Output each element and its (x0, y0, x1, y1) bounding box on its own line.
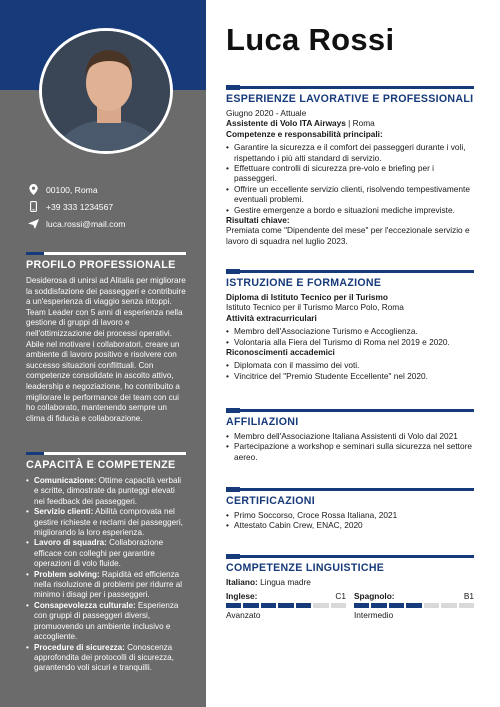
activities-list (226, 326, 474, 347)
summary-title: PROFILO PROFESSIONALE (26, 259, 176, 271)
contact-phone (26, 198, 125, 215)
list-item: • Partecipazione a workshop e seminari sulla sicurezza nel settore aereo. (226, 441, 474, 462)
duties-title: Competenze e responsabilità principali: (226, 128, 383, 139)
contact-email (26, 215, 125, 232)
contact-info (26, 181, 125, 232)
contact-phone-text: +39 333 1234567 (46, 201, 114, 212)
phone-icon (26, 201, 40, 212)
awards-list (226, 360, 474, 381)
list-item: • Membro dell'Associazione Italiana Assistenti di Volo dal 2021 (226, 431, 474, 441)
languages-title: COMPETENZE LINGUISTICHE (226, 562, 385, 574)
summary-text: Desiderosa di unirsi ad Alitalia per migliorare la soddisfazione dei passeggeri e contribuire a un'esperienza di viaggio senza intoppi. Team Leader con 5 anni di esperienza nella gestione di gruppi di lavoro e nell'ottimizzazione dei processi operativi. Abile nel motivare i collaboratori, creare un ambiente di lavoro positivo e risolvere con successo situazioni conflittuali. Con competenze consolidate in ascolto attivo, leadership e negoziazione, ho contribuito a migliorare le performance dei team con cui ho collaborato, mantenendo sempre un clima di fiducia e collaborazione. (26, 276, 186, 423)
profile-photo (39, 28, 173, 154)
list-item: • Problem solving: Rapidità ed efficienza nella risoluzione di problemi per ridurre al minimo i disagi per i passeggeri. (26, 570, 186, 601)
level-segment (371, 603, 386, 608)
list-item: • Primo Soccorso, Croce Rossa Italiana, 2021 (226, 510, 474, 520)
education-degree: Diploma di Istituto Tecnico per il Turismo (226, 292, 388, 302)
skills-title: CAPACITÀ E COMPETENZE (26, 459, 176, 471)
list-item: • Procedure di sicurezza: Conoscenza approfondita dei protocolli di sicurezza, garantendo voli sicuri e tranquilli. (26, 643, 186, 674)
section-divider (226, 86, 474, 89)
education-section (226, 270, 474, 381)
list-item: • Gestire emergenze a bordo e situazioni mediche impreviste. (226, 205, 474, 215)
section-divider (226, 270, 474, 273)
language-level-bar (226, 603, 346, 608)
affiliations-list (226, 431, 474, 462)
section-divider (26, 252, 186, 255)
level-segment (261, 603, 276, 608)
duties-list (226, 142, 474, 215)
language-name: Spagnolo: (354, 591, 395, 602)
level-segment (441, 603, 456, 608)
section-divider (26, 452, 186, 455)
language-spanish (354, 591, 474, 620)
results-text: Premiata come "Dipendente del mese" per l'eccezionale servizio e lavoro di squadra nel luglio 2023. (226, 225, 470, 246)
list-item: • Consapevolezza culturale: Esperienza con gruppi di passeggeri diversi, promuovendo un ambiente inclusivo e accogliente. (26, 601, 186, 643)
location-pin-icon (26, 184, 40, 195)
level-segment (313, 603, 328, 608)
affiliations-section (226, 409, 474, 462)
list-item: • Lavoro di squadra: Collaborazione efficace con colleghi per garantire operazioni di volo fluide. (26, 538, 186, 569)
section-divider (226, 409, 474, 412)
certifications-list (226, 510, 474, 531)
language-code: B1 (463, 591, 474, 602)
contact-email-text[interactable]: luca.rossi@mail.com (46, 218, 126, 229)
language-level-bar (354, 603, 474, 608)
language-level-text: Intermedio (354, 610, 394, 621)
experience-role: Assistente di Volo ITA Airways | Roma (226, 118, 375, 129)
skills-section (26, 452, 186, 674)
language-code: C1 (335, 591, 346, 602)
results-title: Risultati chiave: (226, 215, 290, 226)
level-segment (296, 603, 311, 608)
education-title: ISTRUZIONE E FORMAZIONE (226, 277, 382, 289)
candidate-name: Luca Rossi (226, 22, 395, 57)
level-segment (226, 603, 241, 608)
section-divider (226, 555, 474, 558)
level-segment (459, 603, 474, 608)
experience-title: ESPERIENZE LAVORATIVE E PROFESSIONALI (226, 93, 474, 105)
language-level-text: Avanzato (226, 610, 261, 621)
level-segment (424, 603, 439, 608)
contact-address (26, 181, 125, 198)
list-item: • Vincitrice del "Premio Studente Eccellente" nel 2020. (226, 371, 474, 381)
awards-title: Riconoscimenti accademici (226, 347, 335, 358)
level-segment (354, 603, 369, 608)
level-segment (389, 603, 404, 608)
language-english (226, 591, 346, 620)
level-segment (331, 603, 346, 608)
language-name: Inglese: (226, 591, 258, 602)
level-segment (243, 603, 258, 608)
list-item: • Effettuare controlli di sicurezza pre-volo e briefing per i passeggeri. (226, 163, 474, 184)
list-item: • Comunicazione: Ottime capacità verbali e scritte, dimostrate da punteggi elevati nei feedback dei passeggeri. (26, 476, 186, 507)
education-school: Istituto Tecnico per il Turismo Marco Polo, Roma (226, 302, 404, 313)
native-language: Italiano: Lingua madre (226, 577, 311, 587)
languages-section (226, 555, 474, 620)
list-item: • Diplomata con il massimo dei voti. (226, 360, 474, 370)
list-item: • Servizio clienti: Abilità comprovata nel gestire richieste e reclami dei passeggeri, migliorando la loro esperienza. (26, 507, 186, 538)
language-levels (226, 591, 474, 620)
sidebar (0, 0, 206, 707)
level-segment (278, 603, 293, 608)
activities-title: Attività extracurriculari (226, 312, 317, 323)
list-item: • Attestato Cabin Crew, ENAC, 2020 (226, 520, 474, 530)
level-segment (406, 603, 421, 608)
skills-list (26, 476, 186, 674)
experience-period: Giugno 2020 - Attuale (226, 108, 307, 118)
list-item: • Volontaria alla Fiera del Turismo di Roma nel 2019 e 2020. (226, 337, 474, 347)
send-icon (26, 219, 40, 229)
certifications-section (226, 488, 474, 531)
experience-section (226, 86, 474, 246)
list-item: • Garantire la sicurezza e il comfort dei passeggeri durante i voli, rispettando i più alti standard di servizio. (226, 142, 474, 163)
affiliations-title: AFFILIAZIONI (226, 416, 299, 428)
section-divider (226, 488, 474, 491)
contact-address-text: 00100, Roma (46, 184, 98, 195)
summary-section (26, 252, 186, 424)
list-item: • Membro dell'Associazione Turismo e Accoglienza. (226, 326, 474, 336)
list-item: • Offrire un eccellente servizio clienti, risolvendo tempestivamente eventuali problemi. (226, 184, 474, 205)
certifications-title: CERTIFICAZIONI (226, 495, 315, 507)
